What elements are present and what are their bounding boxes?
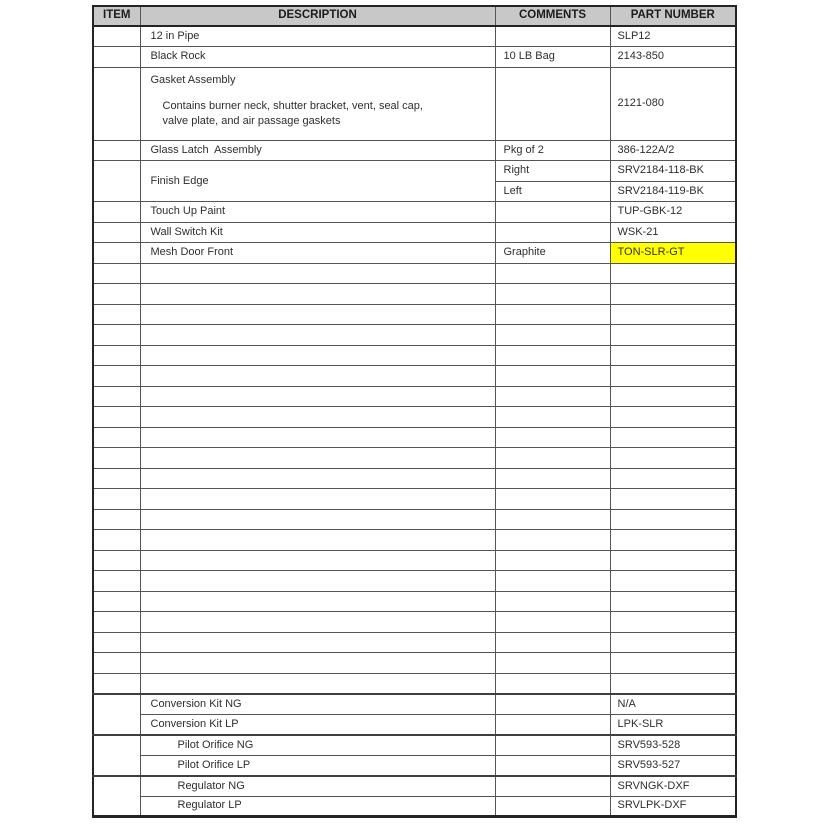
item-cell [93, 140, 140, 161]
column-header-part-number: PART NUMBER [610, 6, 736, 26]
comments-cell [495, 735, 610, 756]
part-number-cell [610, 509, 736, 530]
empty-table-row [93, 653, 736, 674]
comments-cell [495, 222, 610, 243]
item-cell [93, 735, 140, 776]
part-number-cell [610, 612, 736, 633]
table-row [93, 243, 736, 264]
empty-table-row [93, 448, 736, 469]
table-row [93, 202, 736, 223]
comments-cell [495, 714, 610, 735]
part-number-cell [610, 653, 736, 674]
table-row [93, 694, 736, 715]
empty-table-row [93, 468, 736, 489]
comments-cell [495, 550, 610, 571]
item-cell [93, 509, 140, 530]
part-number-cell [610, 632, 736, 653]
item-cell [93, 612, 140, 633]
comments-cell [495, 755, 610, 776]
part-number-cell: SRV593-527 [610, 755, 736, 776]
table-row [93, 67, 736, 140]
item-cell [93, 673, 140, 694]
item-cell [93, 161, 140, 202]
item-cell [93, 47, 140, 68]
description-cell: 12 in Pipe [140, 26, 495, 47]
comments-cell [495, 796, 610, 817]
description-cell: Regulator NG [140, 776, 495, 797]
table-row [93, 796, 736, 817]
empty-table-row [93, 366, 736, 387]
empty-table-row [93, 284, 736, 305]
description-cell: Finish Edge [140, 161, 495, 202]
empty-table-row [93, 489, 736, 510]
empty-table-row [93, 304, 736, 325]
part-number-cell [610, 366, 736, 387]
part-number-cell: TUP-GBK-12 [610, 202, 736, 223]
comments-cell [495, 284, 610, 305]
column-header-item: ITEM [93, 6, 140, 26]
comments-cell [495, 509, 610, 530]
part-number-cell: SRV2184-119-BK [610, 181, 736, 202]
comments-cell [495, 345, 610, 366]
comments-cell [495, 448, 610, 469]
description-cell: Pilot Orifice NG [140, 735, 495, 756]
description-cell [140, 489, 495, 510]
part-number-cell-highlighted: TON-SLR-GT [610, 243, 736, 264]
comments-cell: Left [495, 181, 610, 202]
part-number-cell [610, 530, 736, 551]
empty-table-row [93, 509, 736, 530]
description-cell [140, 632, 495, 653]
item-cell [93, 386, 140, 407]
description-cell: Pilot Orifice LP [140, 755, 495, 776]
comments-cell [495, 653, 610, 674]
item-cell [93, 571, 140, 592]
part-number-cell [610, 550, 736, 571]
item-cell [93, 632, 140, 653]
description-cell: Wall Switch Kit [140, 222, 495, 243]
item-cell [93, 653, 140, 674]
item-cell [93, 489, 140, 510]
comments-cell [495, 632, 610, 653]
comments-cell [495, 612, 610, 633]
column-header-description: DESCRIPTION [140, 6, 495, 26]
column-header-comments: COMMENTS [495, 6, 610, 26]
item-cell [93, 550, 140, 571]
table-row [93, 735, 736, 756]
comments-cell [495, 202, 610, 223]
table-row [93, 755, 736, 776]
item-cell [93, 427, 140, 448]
part-number-cell: WSK-21 [610, 222, 736, 243]
description-cell: Black Rock [140, 47, 495, 68]
description-title: Gasket Assembly [150, 73, 236, 86]
description-cell [140, 571, 495, 592]
table-row [93, 776, 736, 797]
comments-cell [495, 386, 610, 407]
empty-table-row [93, 571, 736, 592]
part-number-cell [610, 407, 736, 428]
part-number-cell: SRV593-528 [610, 735, 736, 756]
description-cell [140, 366, 495, 387]
description-cell [140, 386, 495, 407]
comments-cell [495, 263, 610, 284]
description-cell: Regulator LP [140, 796, 495, 817]
table-row [93, 161, 736, 182]
empty-table-row [93, 673, 736, 694]
item-cell [93, 263, 140, 284]
comments-cell [495, 571, 610, 592]
table-row [93, 26, 736, 47]
item-cell [93, 407, 140, 428]
item-cell [93, 222, 140, 243]
description-cell [140, 325, 495, 346]
empty-table-row [93, 386, 736, 407]
part-number-cell [610, 386, 736, 407]
part-number-cell [610, 325, 736, 346]
comments-cell [495, 591, 610, 612]
item-cell [93, 591, 140, 612]
description-cell [140, 67, 495, 140]
description-cell [140, 591, 495, 612]
description-cell: Touch Up Paint [140, 202, 495, 223]
description-cell [140, 612, 495, 633]
part-number-cell: SRVLPK-DXF [610, 796, 736, 817]
empty-table-row [93, 550, 736, 571]
comments-cell [495, 67, 610, 140]
comments-cell: Pkg of 2 [495, 140, 610, 161]
item-cell [93, 26, 140, 47]
part-number-cell [610, 468, 736, 489]
description-cell [140, 427, 495, 448]
part-number-cell [610, 489, 736, 510]
comments-cell [495, 489, 610, 510]
table-row [93, 47, 736, 68]
comments-cell [495, 776, 610, 797]
part-number-cell: LPK-SLR [610, 714, 736, 735]
description-detail-line: valve plate, and air passage gaskets [162, 114, 341, 127]
part-number-cell [610, 345, 736, 366]
description-cell [140, 345, 495, 366]
description-cell [140, 509, 495, 530]
empty-table-row [93, 263, 736, 284]
parts-table [92, 5, 737, 818]
item-cell [93, 325, 140, 346]
description-cell: Conversion Kit LP [140, 714, 495, 735]
item-cell [93, 530, 140, 551]
description-cell [140, 407, 495, 428]
part-number-cell [610, 571, 736, 592]
part-number-cell [610, 591, 736, 612]
empty-table-row [93, 632, 736, 653]
item-cell [93, 243, 140, 264]
item-cell [93, 468, 140, 489]
empty-table-row [93, 407, 736, 428]
description-cell [140, 448, 495, 469]
description-cell [140, 653, 495, 674]
part-number-cell [610, 427, 736, 448]
empty-table-row [93, 345, 736, 366]
description-detail-line: Contains burner neck, shutter bracket, vent, seal cap, [162, 100, 423, 113]
comments-cell [495, 407, 610, 428]
part-number-cell: 386-122A/2 [610, 140, 736, 161]
part-number-cell [610, 304, 736, 325]
empty-table-row [93, 530, 736, 551]
item-cell [93, 366, 140, 387]
empty-table-row [93, 591, 736, 612]
part-number-cell [610, 448, 736, 469]
comments-cell [495, 26, 610, 47]
item-cell [93, 202, 140, 223]
comments-cell [495, 427, 610, 448]
description-cell [140, 304, 495, 325]
item-cell [93, 67, 140, 140]
comments-cell [495, 673, 610, 694]
comments-cell [495, 530, 610, 551]
description-detail [151, 99, 495, 129]
description-cell: Glass Latch Assembly [140, 140, 495, 161]
comments-cell [495, 325, 610, 346]
description-cell [140, 263, 495, 284]
item-cell [93, 345, 140, 366]
description-cell [140, 468, 495, 489]
item-cell [93, 776, 140, 817]
item-cell [93, 304, 140, 325]
comments-cell: Graphite [495, 243, 610, 264]
comments-cell [495, 468, 610, 489]
description-cell [140, 673, 495, 694]
part-number-cell: N/A [610, 694, 736, 715]
comments-cell [495, 304, 610, 325]
part-number-cell: 2143-850 [610, 47, 736, 68]
item-cell [93, 694, 140, 735]
part-number-cell [610, 263, 736, 284]
description-cell [140, 550, 495, 571]
part-number-cell: SRVNGK-DXF [610, 776, 736, 797]
item-cell [93, 284, 140, 305]
empty-table-row [93, 325, 736, 346]
part-number-cell: 2121-080 [610, 67, 736, 140]
description-cell: Mesh Door Front [140, 243, 495, 264]
table-row [93, 222, 736, 243]
table-row [93, 140, 736, 161]
part-number-cell: SLP12 [610, 26, 736, 47]
empty-table-row [93, 612, 736, 633]
description-cell: Conversion Kit NG [140, 694, 495, 715]
comments-cell [495, 694, 610, 715]
part-number-cell [610, 673, 736, 694]
table-row [93, 714, 736, 735]
comments-cell: Right [495, 161, 610, 182]
empty-table-row [93, 427, 736, 448]
description-cell [140, 284, 495, 305]
part-number-cell [610, 284, 736, 305]
table-header-row [93, 6, 736, 26]
description-cell [140, 530, 495, 551]
comments-cell: 10 LB Bag [495, 47, 610, 68]
item-cell [93, 448, 140, 469]
comments-cell [495, 366, 610, 387]
part-number-cell: SRV2184-118-BK [610, 161, 736, 182]
